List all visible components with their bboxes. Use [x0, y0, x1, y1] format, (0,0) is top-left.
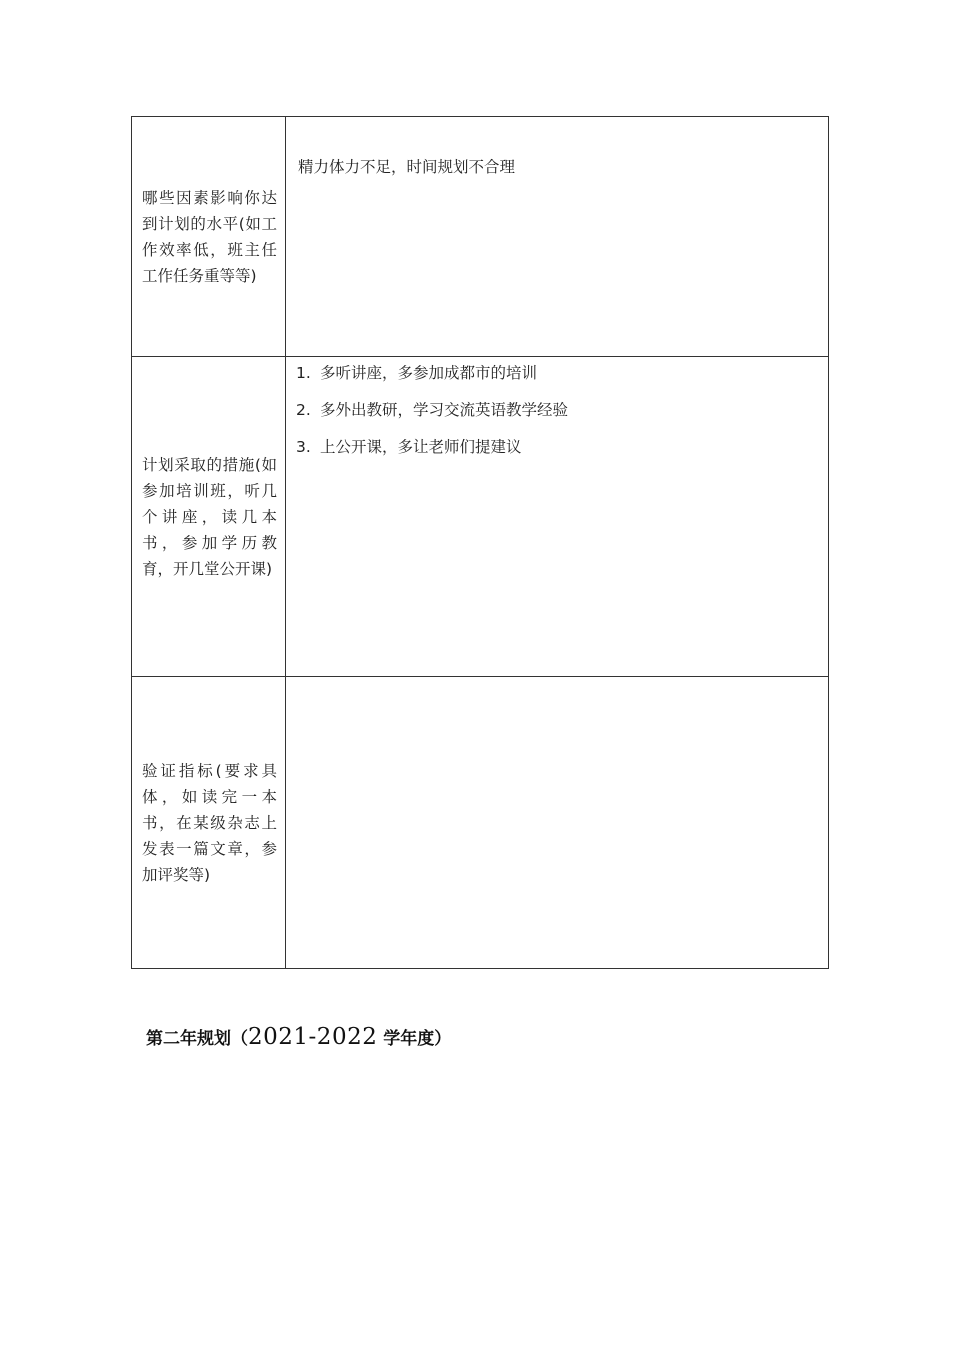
section-year-range: 2021-2022	[248, 1024, 378, 1050]
list-item-text: 多听讲座，多参加成都市的培训	[320, 364, 538, 382]
measures-label: 计划采取的措施(如参加培训班，听几个讲座，读几本书，参加学历教育，开几堂公开课)	[142, 455, 277, 578]
list-item-number: 3.	[296, 438, 311, 456]
list-item-number: 2.	[296, 401, 311, 419]
factors-label: 哪些因素影响你达到计划的水平(如工作效率低，班主任工作任务重等等)	[142, 188, 277, 285]
indicators-content-cell	[286, 677, 829, 969]
indicators-label-cell	[132, 677, 286, 969]
list-item	[296, 361, 816, 398]
list-item-text: 多外出教研，学习交流英语教学经验	[320, 401, 569, 419]
section-heading	[146, 1022, 451, 1054]
measures-label-cell	[132, 357, 286, 677]
factors-content-cell	[286, 117, 829, 357]
measures-list	[286, 357, 828, 472]
table-row-measures	[132, 357, 829, 677]
section-title-prefix: 第二年规划（	[146, 1029, 248, 1049]
indicators-label: 验证指标(要求具体，如读完一本书，在某级杂志上发表一篇文章，参加评奖等)	[142, 761, 277, 884]
table-row-indicators	[132, 677, 829, 969]
list-item-text: 上公开课，多让老师们提建议	[320, 438, 522, 456]
plan-table	[131, 116, 829, 969]
section-title-suffix: 学年度）	[377, 1029, 452, 1049]
list-item	[296, 398, 816, 435]
measures-content-cell	[286, 357, 829, 677]
factors-label-cell	[132, 117, 286, 357]
list-item	[296, 435, 816, 472]
indicators-content	[286, 677, 828, 715]
factors-content: 精力体力不足，时间规划不合理	[298, 158, 516, 176]
table-row-factors	[132, 117, 829, 357]
list-item-number: 1.	[296, 364, 311, 382]
